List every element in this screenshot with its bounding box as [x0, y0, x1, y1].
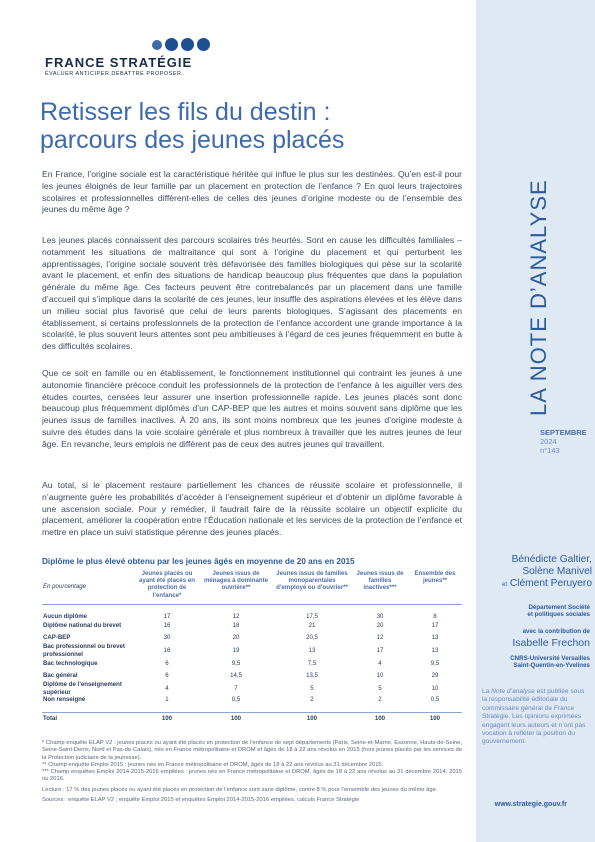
- disclaimer-text: La: [482, 688, 492, 695]
- table-row: [42, 658, 462, 670]
- table-header-row: [42, 570, 462, 604]
- cell: 6: [165, 660, 169, 668]
- sources-note: Sources : enquête ELAP V2 ; enquête Emploi 2015 et enquêtes Emploi 2014-2015-2016 empilées, calculs France Stratégie: [42, 797, 360, 804]
- author-conjunction: et: [502, 582, 508, 588]
- series-name: LA NOTE D’ANALYSE: [526, 179, 551, 416]
- cell: 30: [163, 633, 171, 641]
- pub-month: SEPTEMBRE: [540, 428, 587, 437]
- author-name: Clément Peruyero: [509, 578, 592, 589]
- column-header: Ensemble des jeunes**: [414, 570, 456, 585]
- cell: 13: [431, 633, 439, 641]
- cell: 1: [165, 696, 169, 703]
- body-paragraph: Les jeunes placés connaissent des parcours scolaires très heurtés. Sont en cause les difficultés familiales – notamment les situations de maltraitance qui sont à l’origine du placement et qui perturbent les apprentissages, l’origine sociale souvent très défavorisée des familles biologiques qui pèse sur la scolarité avant le placement, et enfin des situations de handicap beaucoup plus fréquentes que dans la population générale du même âge. Ces facteurs peuvent être contrebalancés par un placement dans une famille d’accueil qui s’implique dans la scolarité de ces jeunes, leur insuffle des aspirations élevées et les élève dans un milieu social plus favorisé que celui de leurs parents biologiques. S’agissant des placements en établissement, si certains professionnels de la protection de l’enfance accordent une grande importance à la scolarité, le plus souvent leurs attentes sont peu ambitieuses à l’égard de ces jeunes fréquemment en butte à des difficultés scolaires.: [42, 235, 462, 352]
- cell: 100: [161, 714, 173, 722]
- row-label: Aucun diplôme: [43, 612, 88, 620]
- cell: 0,5: [430, 696, 440, 703]
- cell: 16: [163, 646, 171, 654]
- department-line: Département Société: [528, 604, 590, 611]
- contribution-label: avec la contribution de: [522, 628, 590, 635]
- row-label: Diplôme de l’enseignement supérieur: [43, 681, 122, 696]
- cell: 17,5: [306, 612, 318, 620]
- cell: 4: [165, 684, 169, 692]
- cell: 0,5: [231, 696, 241, 703]
- note: *** Champ enquêtes Emploi 2014-2015-2016 empilées : jeunes nés en France métropolitaine et DROM, âgés de 18 à 22 ans révolus au 31 décembre 2014, 2015 ou 2016.: [42, 769, 462, 783]
- table-row: [42, 620, 462, 632]
- table-row: [42, 643, 462, 658]
- publication-date: [540, 428, 587, 455]
- cell: 17: [376, 646, 384, 654]
- intro-paragraph: En France, l’origine sociale est la caractéristique héritée qui influe le plus sur les destinées. Qu’en est-il pour les jeunes éloignés de leur famille par un placement en protection de l’enfance ? En quoi leurs trajectoires scolaires et professionnelles diffèrent-elles de celles des jeunes d’origine modeste ou de l’ensemble des jeunes du même âge ?: [42, 169, 462, 215]
- row-label: Bac technologique: [43, 660, 98, 668]
- cell: 13,5: [306, 671, 318, 679]
- cell: 2: [378, 696, 382, 703]
- author-name: Bénédicte Galtier,: [511, 554, 592, 565]
- cell: 12: [232, 612, 240, 620]
- affiliation-line: Saint-Quentin-en-Yvelines: [513, 662, 590, 670]
- cell: 16: [163, 622, 171, 630]
- cell: 13: [431, 646, 439, 654]
- department-line: et politiques sociales: [527, 611, 590, 619]
- cell: 17: [163, 612, 171, 620]
- cell: 7: [234, 684, 238, 692]
- row-label: CAP-BEP: [43, 633, 71, 641]
- row-label: Bac professionnel ou brevet professionnel: [43, 643, 125, 658]
- cell: 4: [378, 660, 382, 668]
- note: * Champ enquête ELAP V2 : jeunes placés ou ayant été placés en protection de l’enfance de sept départements (Paris, Seine-et-Marne, Essonne, Hauts-de-Seine, Seine-Saint-Denis, Nord et Pas-de-Calais), nés en France métropolitaine et DROM et âgés de 18 à 22 ans révolus en 2015 (hors jeunes placés par les services de la Protection judiciaire de la jeunesse).: [42, 740, 462, 761]
- column-header: Jeunes placés ou ayant été placés en protection de l’enfance*: [139, 570, 195, 599]
- title-line-1: Retisser les fils du destin :: [40, 98, 331, 126]
- disclaimer-series: Note d’analyse: [491, 688, 535, 695]
- note: ** Champ enquête Emploi 2015 : jeunes nés en France métropolitaine et DROM, âgés de 18 à 22 ans révolus au 31 décembre 2015.: [42, 761, 384, 768]
- diploma-table: [42, 570, 462, 724]
- cell: 12: [376, 633, 384, 641]
- cell: 19: [232, 646, 240, 654]
- body-paragraph: Que ce soit en famille ou en établissement, le fonctionnement institutionnel qui contraint les jeunes à une autonomie financière précoce conduit les professionnels de la protection de l’enfance à les aiguiller vers des études courtes, censées leur assurer une insertion professionnelle rapide. Les jeunes placés sont donc beaucoup plus fréquemment diplômés d’un CAP-BEP que les autres et moins souvent sans diplôme que les jeunes issus de familles inactives. À 20 ans, ils sont moins nombreux que les jeunes d’origine modeste à suivre des études dans la voie scolaire générale et plus nombreux à travailler que les autres jeunes de leur âge. En revanche, leurs emplois ne diffèrent pas de ceux des autres jeunes qui travaillent.: [42, 368, 462, 449]
- column-header: Jeunes issus de familles inactives***: [356, 570, 404, 592]
- row-label: Non renseigné: [43, 696, 86, 703]
- author-name: Solène Manivel: [522, 566, 592, 577]
- body-paragraph: Au total, si le placement restaure partiellement les chances de réussite scolaire et professionnelle, il n’augmente guère les probabilités d’accéder à l’enseignement supérieur et d’obtenir un diplôme favorable à une ascension sociale. Pour y remédier, il faudrait faire de la réussite scolaire un objectif explicite du placement, améliorer la coopération entre l’Éducation nationale et les services de la protection de l’enfance et mettre en place un suivi statistique pérenne des jeunes placés.: [42, 480, 462, 538]
- row-label: Diplôme national du brevet: [43, 622, 122, 630]
- cell: 20: [232, 633, 240, 641]
- cell: 7,5: [307, 660, 317, 668]
- cell: 20,5: [306, 633, 318, 641]
- cell: 20: [376, 622, 384, 630]
- cell: 9,5: [430, 660, 440, 668]
- cell: 100: [429, 714, 441, 722]
- editorial-disclaimer: [482, 688, 588, 747]
- affiliation-line: CNRS-Université Versailles: [510, 655, 590, 662]
- table-notes: [42, 740, 462, 807]
- website-link[interactable]: www.strategie.gouv.fr: [494, 801, 567, 808]
- table-corner-label: En pourcentage: [43, 583, 87, 591]
- cell: 100: [230, 714, 242, 722]
- title-line-2: parcours des jeunes placés: [40, 126, 345, 154]
- cell: 14,5: [230, 671, 242, 679]
- department: [482, 604, 590, 619]
- cell: 30: [376, 612, 384, 620]
- table-row: [42, 632, 462, 644]
- cell: 21: [308, 622, 316, 630]
- authors-block: [482, 554, 592, 591]
- column-header: Jeunes issus de familles monoparentales d’employé ou d’ouvrier**: [276, 570, 348, 592]
- contributor-name: Isabelle Frechon: [512, 637, 590, 649]
- row-label: Bac général: [43, 671, 78, 679]
- reading-note: Lecture : 17 % des jeunes placés ou ayant été placés en protection de l’enfance sont sans diplôme, contre 8 % pour l’ensemble des jeunes du même âge.: [42, 786, 438, 793]
- cell: 5: [310, 684, 314, 692]
- cell: 13: [308, 646, 316, 654]
- pub-number: n°143: [540, 446, 560, 455]
- cell: 2: [310, 696, 314, 703]
- cell: 10: [431, 684, 439, 692]
- contributor-affiliation: [482, 655, 590, 670]
- table-total-row: [42, 712, 462, 724]
- cell: 9,5: [231, 660, 241, 668]
- table-row: [42, 604, 462, 620]
- cell: 8: [433, 612, 437, 620]
- cell: 6: [165, 671, 169, 679]
- logo-tagline: ÉVALUER ANTICIPER DÉBATTRE PROPOSER: [45, 71, 182, 77]
- table-title: Diplôme le plus élevé obtenu par les jeunes âgés en moyenne de 20 ans en 2015: [42, 557, 355, 566]
- table-row: [42, 670, 462, 682]
- france-strategie-logo: [40, 38, 230, 88]
- cell: 5: [378, 684, 382, 692]
- cell: 18: [232, 622, 240, 630]
- cell: 100: [306, 714, 318, 722]
- pub-year: 2024: [540, 437, 557, 446]
- cell: 17: [431, 622, 439, 630]
- page-title: [40, 98, 460, 154]
- table-row: [42, 681, 462, 696]
- cell: 100: [374, 714, 386, 722]
- table-row: [42, 696, 462, 712]
- disclaimer-text: est publiée sous la responsabilité éditoriale du commissaire général de France Stratégie. Les opinions exprimées engagent leurs auteurs et n’ont pas vocation à refléter la position du gouvernement.: [482, 688, 586, 746]
- row-label: Total: [43, 714, 58, 722]
- column-header: Jeunes issus de ménages à dominante ouvrière**: [203, 570, 268, 592]
- logo-brand: FRANCE STRATÉGIE: [45, 55, 193, 70]
- cell: 29: [431, 671, 439, 679]
- cell: 10: [376, 671, 384, 679]
